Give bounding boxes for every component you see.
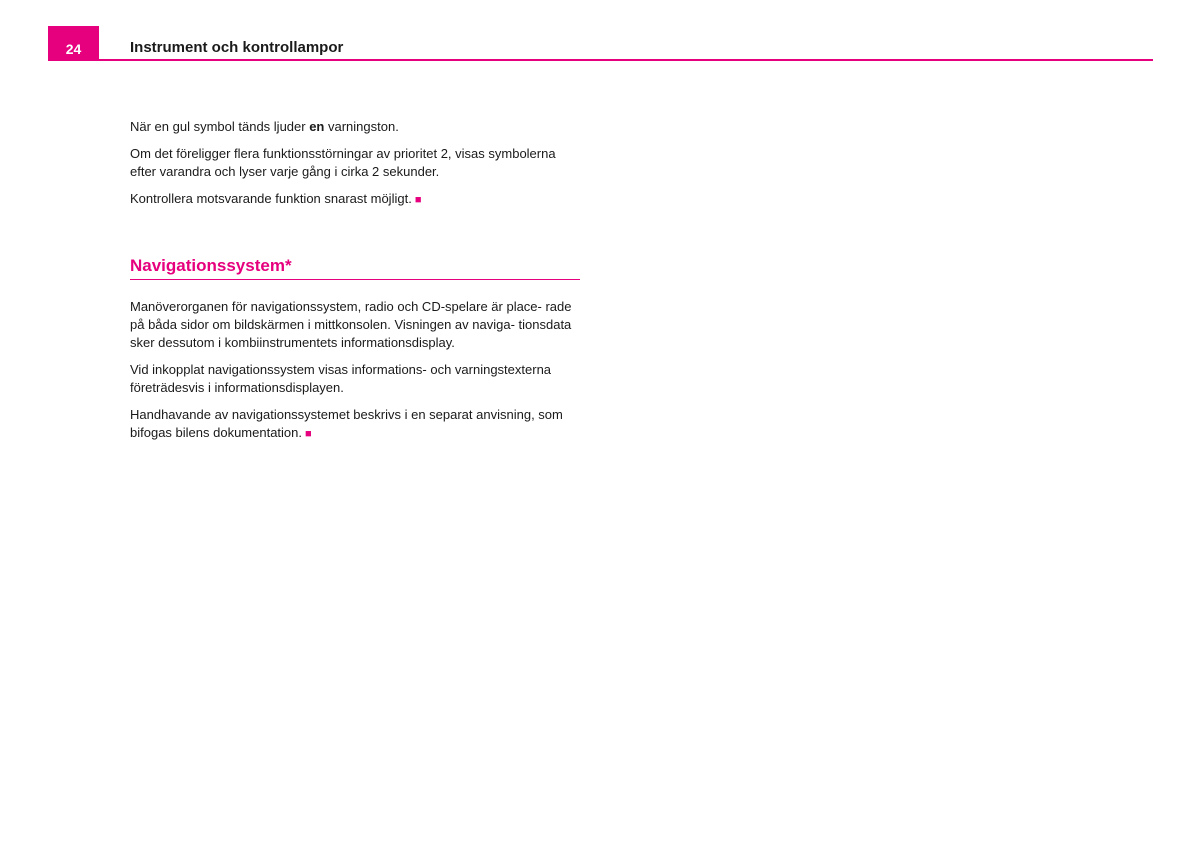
paragraph-manual: Handhavande av navigationssystemet beskrivs i en separat anvisning, som bifogas bilens dokumentation. ■ (130, 407, 563, 440)
chapter-title: Instrument och kontrollampor (130, 39, 344, 56)
paragraph-display: Vid inkopplat navigationssystem visas informations- och varningstexterna företrädesvis i informationsdisplayen. (130, 362, 552, 395)
paragraph-warning-tone: När en gul symbol tänds ljuder en varningston. (130, 119, 399, 134)
paragraph-check: Kontrollera motsvarande funktion snarast möjligt. ■ (130, 191, 422, 206)
paragraph-controls: Manöverorganen för navigationssystem, radio och CD-spelare är place- rade på båda sidor om bildskärmen i mittkonsolen. Visningen av naviga- tionsdata sker dessutom i kombiinstrumentets informationsdisplay. (130, 299, 572, 350)
main-content (130, 118, 580, 452)
section-heading: Navigationssystem* (130, 255, 580, 280)
header-divider (48, 59, 1153, 61)
page-number: 24 (48, 26, 99, 60)
paragraph-priority: Om det föreligger flera funktionsstörningar av prioritet 2, visas symbolerna efter varandra och lyser varje gång i cirka 2 sekunder. (130, 146, 556, 179)
end-mark-icon: ■ (305, 428, 312, 440)
end-mark-icon: ■ (414, 194, 422, 206)
